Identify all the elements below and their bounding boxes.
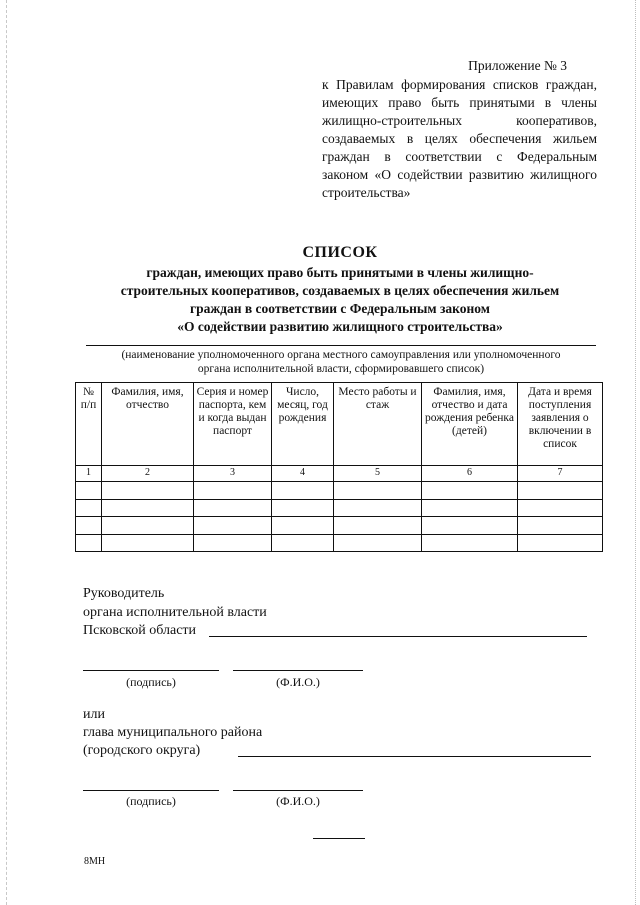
signature-line bbox=[83, 670, 219, 671]
scan-edge-right bbox=[635, 0, 636, 905]
column-number: 4 bbox=[272, 466, 334, 482]
table-cell bbox=[334, 499, 422, 517]
org-name-line bbox=[86, 345, 596, 346]
district-fill-line bbox=[238, 756, 591, 757]
table-cell bbox=[518, 517, 603, 535]
table-cell bbox=[76, 534, 102, 552]
name-caption: (Ф.И.О.) bbox=[276, 675, 320, 689]
header-number: № п/п bbox=[76, 383, 102, 466]
column-number: 7 bbox=[518, 466, 603, 482]
table-cell bbox=[422, 534, 518, 552]
table-cell bbox=[518, 534, 603, 552]
appendix-block bbox=[322, 57, 597, 202]
table-header-row bbox=[76, 383, 603, 466]
column-number: 3 bbox=[194, 466, 272, 482]
or-separator: или bbox=[83, 707, 105, 722]
header-application-date: Дата и время поступления заявления о включении в список bbox=[518, 383, 603, 466]
signature-caption: (подпись) bbox=[126, 794, 176, 808]
table-cell bbox=[102, 482, 194, 500]
name-line bbox=[233, 790, 363, 791]
signature-caption: (подпись) bbox=[126, 675, 176, 689]
column-number: 6 bbox=[422, 466, 518, 482]
table-cell bbox=[334, 534, 422, 552]
region-fill-line bbox=[209, 636, 587, 637]
table-cell bbox=[334, 482, 422, 500]
header-children: Фамилия, имя, отчество и дата рождения ребенка (детей) bbox=[422, 383, 518, 466]
header-passport: Серия и номер паспорта, кем и когда выдан паспорт bbox=[194, 383, 272, 466]
footer-code: 8МН bbox=[84, 856, 106, 867]
table-cell bbox=[76, 517, 102, 535]
table-cell bbox=[518, 499, 603, 517]
table-cell bbox=[272, 517, 334, 535]
org-name-caption bbox=[86, 348, 596, 376]
title-sub-line: граждан в соответствии с Федеральным законом bbox=[189, 301, 490, 316]
table-cell bbox=[102, 517, 194, 535]
name-line bbox=[233, 670, 363, 671]
column-number: 5 bbox=[334, 466, 422, 482]
signatory-line: Руководитель bbox=[83, 586, 165, 601]
header-birth-date: Число, месяц, год рождения bbox=[272, 383, 334, 466]
table-cell bbox=[194, 534, 272, 552]
citizens-list-table bbox=[75, 382, 603, 552]
document-title bbox=[74, 242, 606, 336]
table-cell bbox=[272, 482, 334, 500]
table-cell bbox=[518, 482, 603, 500]
org-caption-line: органа исполнительной власти, сформировавшего список) bbox=[197, 363, 485, 375]
table-cell bbox=[194, 499, 272, 517]
table-cell bbox=[102, 499, 194, 517]
org-caption-line: (наименование уполномоченного органа местного самоуправления или уполномоченного bbox=[121, 349, 561, 361]
table-cell bbox=[194, 517, 272, 535]
appendix-body: к Правилам формирования списков граждан, имеющих право быть принятыми в члены жилищно-строительных кооперативов, создаваемых в целях обеспечения жильем граждан в соответствии с Федеральным законом «О содействии развитию жилищного строительства» bbox=[322, 77, 597, 200]
signatory-line: органа исполнительной власти bbox=[83, 605, 267, 620]
title-sub-line: граждан, имеющих право быть принятыми в члены жилищно- bbox=[146, 265, 534, 280]
signatory-line: глава муниципального района bbox=[83, 725, 263, 740]
title-sub-line: «О содействии развитию жилищного строительства» bbox=[177, 319, 503, 334]
table-cell bbox=[272, 534, 334, 552]
signatory-line: Псковской области bbox=[83, 623, 197, 638]
table-row bbox=[76, 499, 603, 517]
table-cell bbox=[194, 482, 272, 500]
column-number: 1 bbox=[76, 466, 102, 482]
table-cell bbox=[422, 517, 518, 535]
table-cell bbox=[76, 499, 102, 517]
scan-edge-left bbox=[6, 0, 7, 905]
table-cell bbox=[272, 499, 334, 517]
closing-line bbox=[313, 838, 365, 839]
table-row bbox=[76, 482, 603, 500]
signatory-line: (городского округа) bbox=[83, 743, 201, 758]
appendix-title: Приложение № 3 bbox=[468, 58, 567, 73]
table-cell bbox=[422, 499, 518, 517]
table-cell bbox=[334, 517, 422, 535]
column-number: 2 bbox=[102, 466, 194, 482]
header-full-name: Фамилия, имя, отчество bbox=[102, 383, 194, 466]
table-row bbox=[76, 517, 603, 535]
table-cell bbox=[422, 482, 518, 500]
title-main: СПИСОК bbox=[302, 244, 378, 261]
table-cell bbox=[102, 534, 194, 552]
header-workplace: Место работы и стаж bbox=[334, 383, 422, 466]
column-number-row bbox=[76, 466, 603, 482]
table-cell bbox=[76, 482, 102, 500]
title-sub-line: строительных кооперативов, создаваемых в целях обеспечения жильем bbox=[120, 283, 560, 298]
name-caption: (Ф.И.О.) bbox=[276, 794, 320, 808]
table-row bbox=[76, 534, 603, 552]
signature-line bbox=[83, 790, 219, 791]
